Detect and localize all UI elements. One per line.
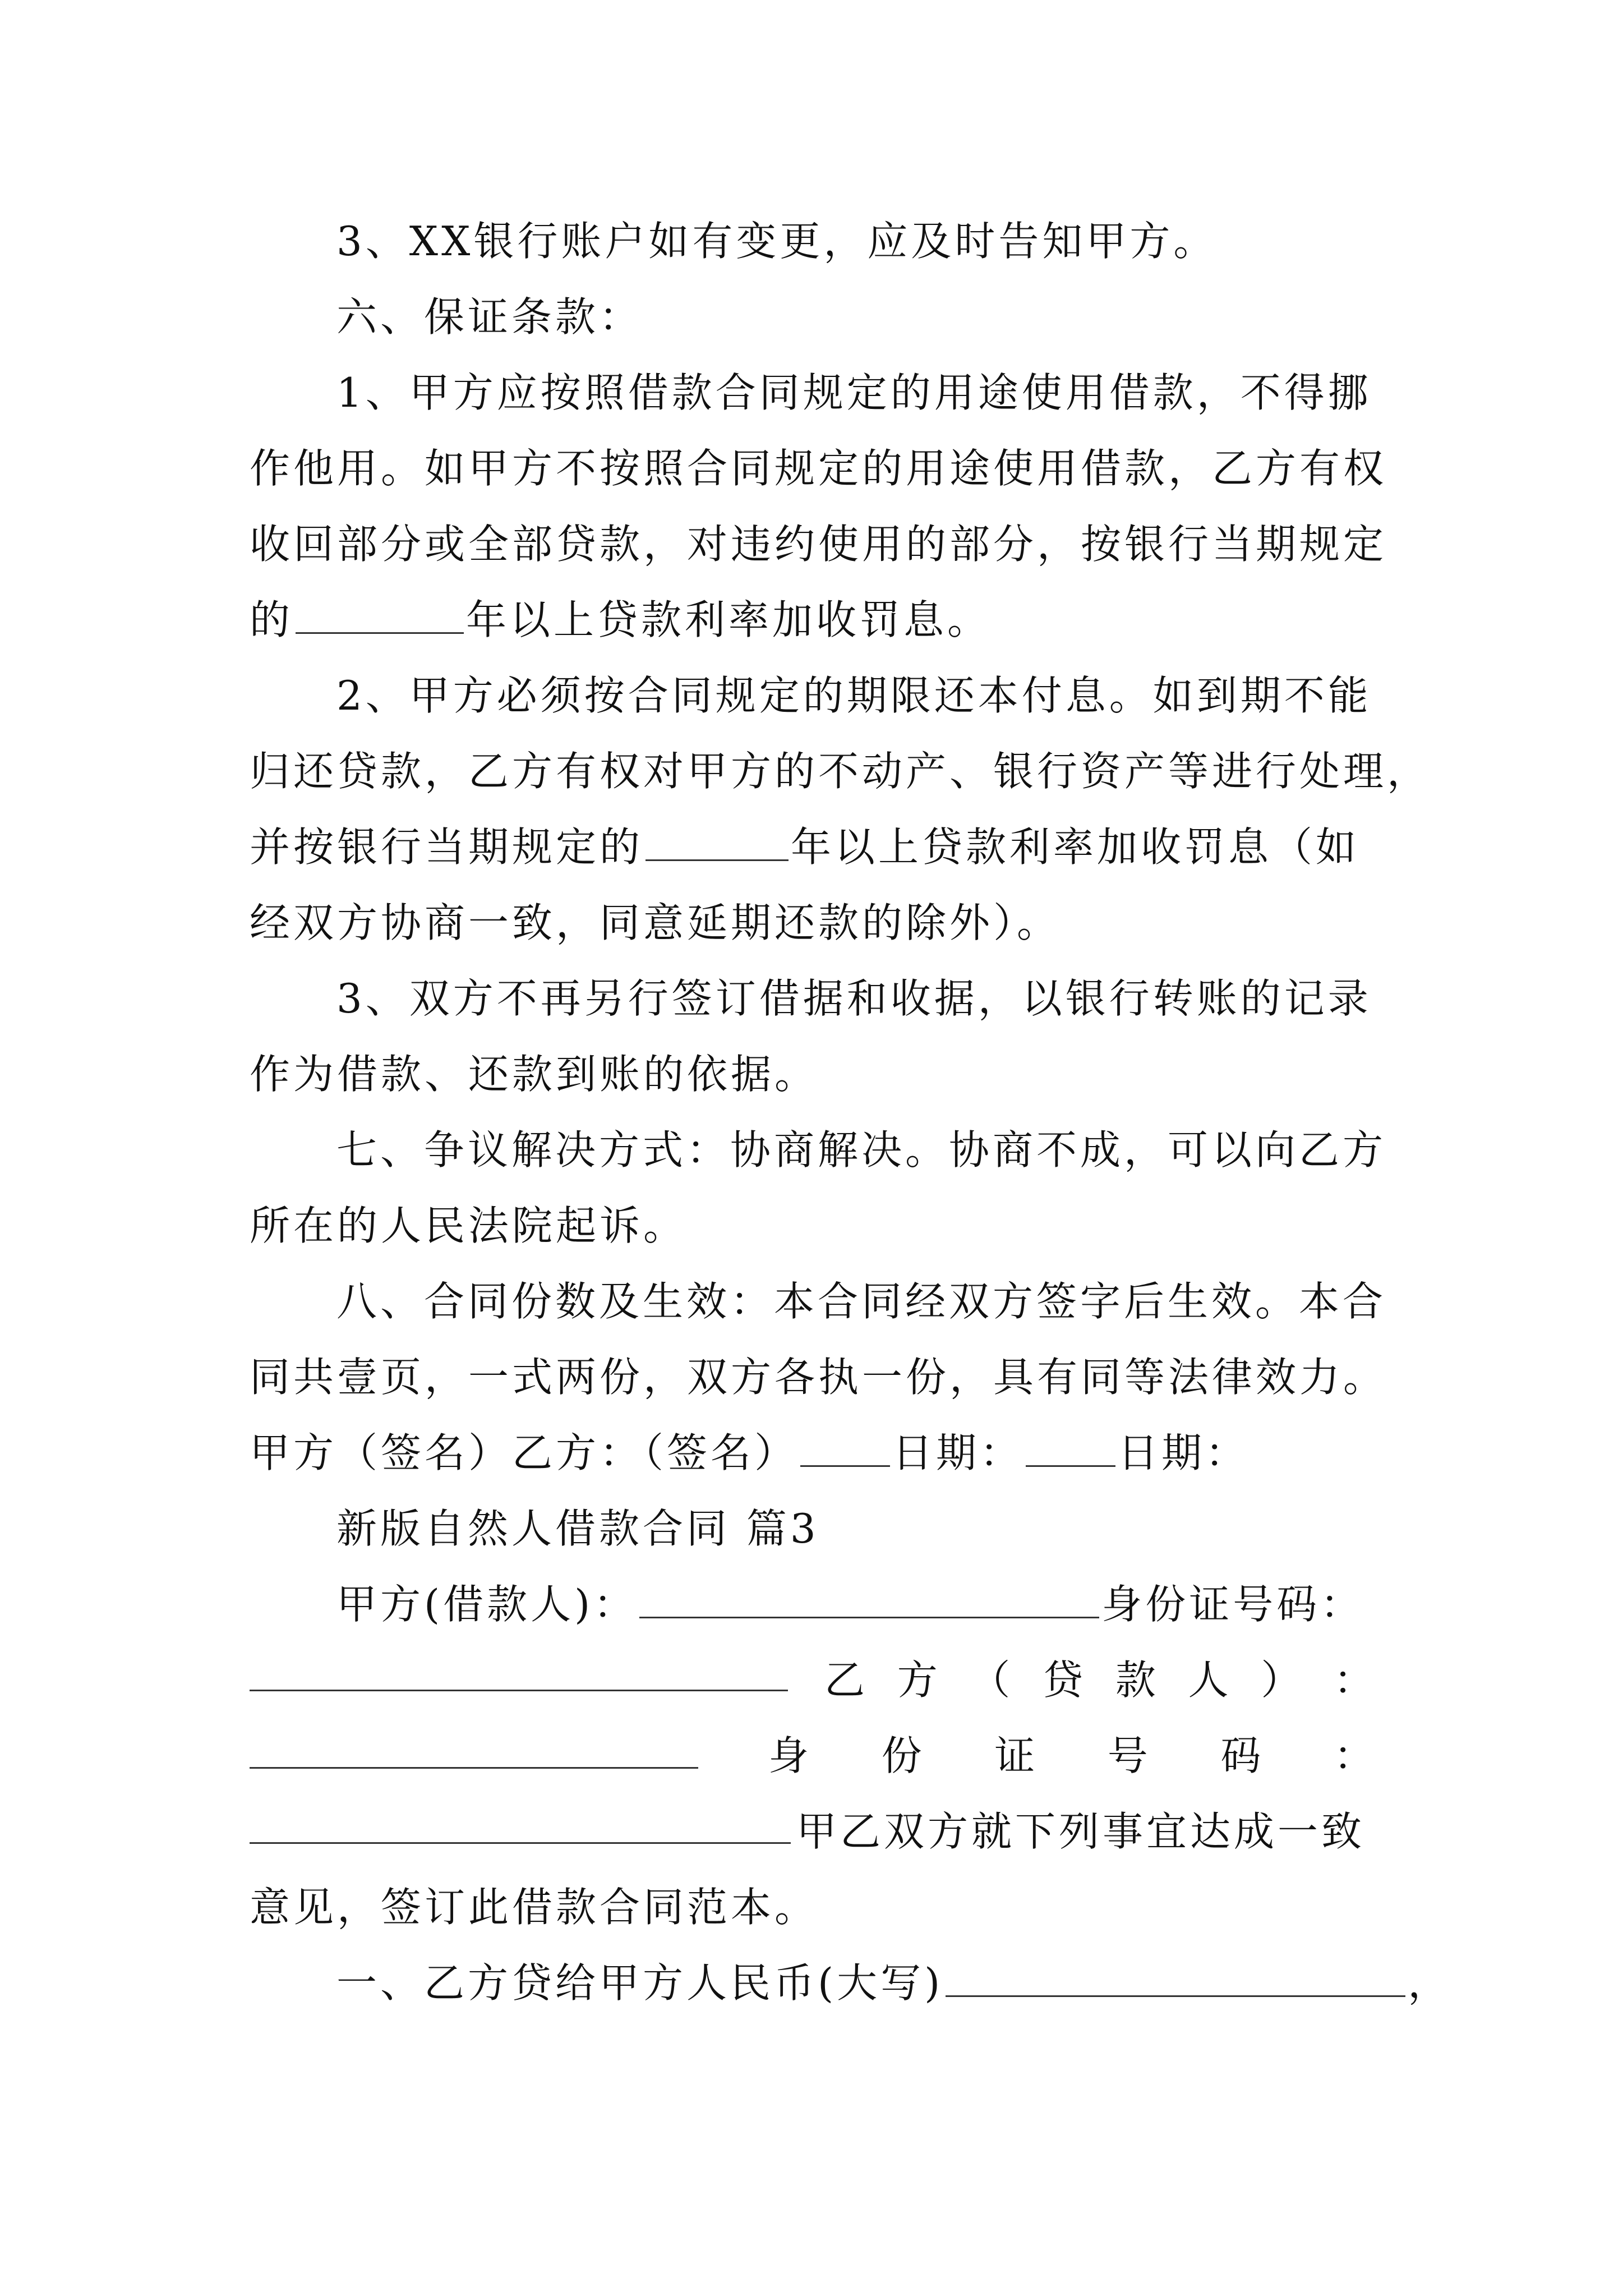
text-segment: 年以上贷款利率加收罚息。 [466,596,992,643]
spaced-char: ） [1261,1657,1302,1704]
paragraph-line [336,1576,1364,1632]
blank-field [250,1841,791,1844]
spaced-char: 号 [1107,1732,1148,1779]
spaced-char: 贷 [1043,1657,1083,1704]
paragraph-line: 2、甲方必须按合同规定的期限还本付息。如到期不能 [336,672,1372,719]
spaced-char: 码 [1220,1732,1261,1779]
spaced-char: 款 [1115,1657,1156,1704]
text-segment: 日期： [892,1429,1024,1476]
paragraph-line: 七、争议解决方式：协商解决。协商不成，可以向乙方 [336,1126,1387,1174]
paragraph-line [336,1955,1451,2011]
text-segment: ， [1408,1959,1452,2007]
blank-field [800,1425,890,1467]
paragraph-line: 1、甲方应按照借款合同规定的用途使用借款，不得挪 [336,369,1372,416]
paragraph-line: 经双方协商一致，同意延期还款的除外）。 [250,899,1061,946]
blank-field [639,1576,1099,1618]
paragraph-line: 作他用。如甲方不按照合同规定的用途使用借款，乙方有权 [250,445,1387,492]
spaced-char: 人 [1188,1657,1229,1704]
paragraph-line: 所在的人民法院起诉。 [250,1202,688,1249]
blank-field [1026,1425,1115,1467]
paragraph-line [250,819,1359,875]
blank-field [946,1955,1405,1997]
paragraph-line: 3、XX银行账户如有变更，应及时告知甲方。 [336,218,1218,265]
paragraph-line [250,592,991,648]
spaced-char: ： [1333,1657,1374,1704]
text-segment: 日期： [1118,1429,1249,1476]
blank-field [250,1688,788,1691]
spaced-char: 证 [994,1732,1035,1779]
blank-field [645,819,789,861]
section-heading: 六、保证条款： [336,293,643,341]
text-segment: 的 [250,596,294,643]
blank-field [296,592,464,634]
text-segment: 并按银行当期规定的 [250,823,644,871]
signature-line [250,1425,1249,1481]
text-segment: 年以上贷款利率加收罚息（如 [791,823,1360,871]
paragraph-line: 3、双方不再另行签订借据和收据，以银行转账的记录 [336,975,1372,1022]
paragraph-line: 意见，签订此借款合同范本。 [250,1884,819,1931]
text-segment: 甲方(借款人)： [336,1581,638,1628]
text-segment: 身份证号码： [1101,1581,1364,1628]
spaced-char: 份 [881,1732,922,1779]
blank-field [250,1766,698,1769]
paragraph-line: 同共壹页，一式两份，双方各执一份，具有同等法律效力。 [250,1354,1387,1401]
spaced-label [768,1728,1374,1784]
section-title: 新版自然人借款合同 篇3 [336,1505,819,1552]
paragraph-line: 作为借款、还款到账的依据。 [250,1051,819,1098]
text-segment: 甲方（签名）乙方：（签名） [250,1429,799,1476]
spaced-label [824,1652,1374,1708]
spaced-char: 方 [897,1657,938,1704]
paragraph-line: 八、合同份数及生效：本合同经双方签字后生效。本合 [336,1278,1387,1325]
spaced-char: 身 [768,1732,809,1779]
spaced-char: 乙 [824,1657,865,1704]
text-segment: 一、乙方贷给甲方人民币(大写) [336,1959,944,2007]
paragraph-line: 归还贷款，乙方有权对甲方的不动产、银行资产等进行处理， [250,748,1431,795]
spaced-char: （ [970,1657,1011,1704]
paragraph-line: 甲乙双方就下列事宜达成一致 [796,1808,1366,1855]
paragraph-line: 收回部分或全部贷款，对违约使用的部分，按银行当期规定 [250,521,1387,568]
spaced-char: ： [1333,1732,1374,1779]
